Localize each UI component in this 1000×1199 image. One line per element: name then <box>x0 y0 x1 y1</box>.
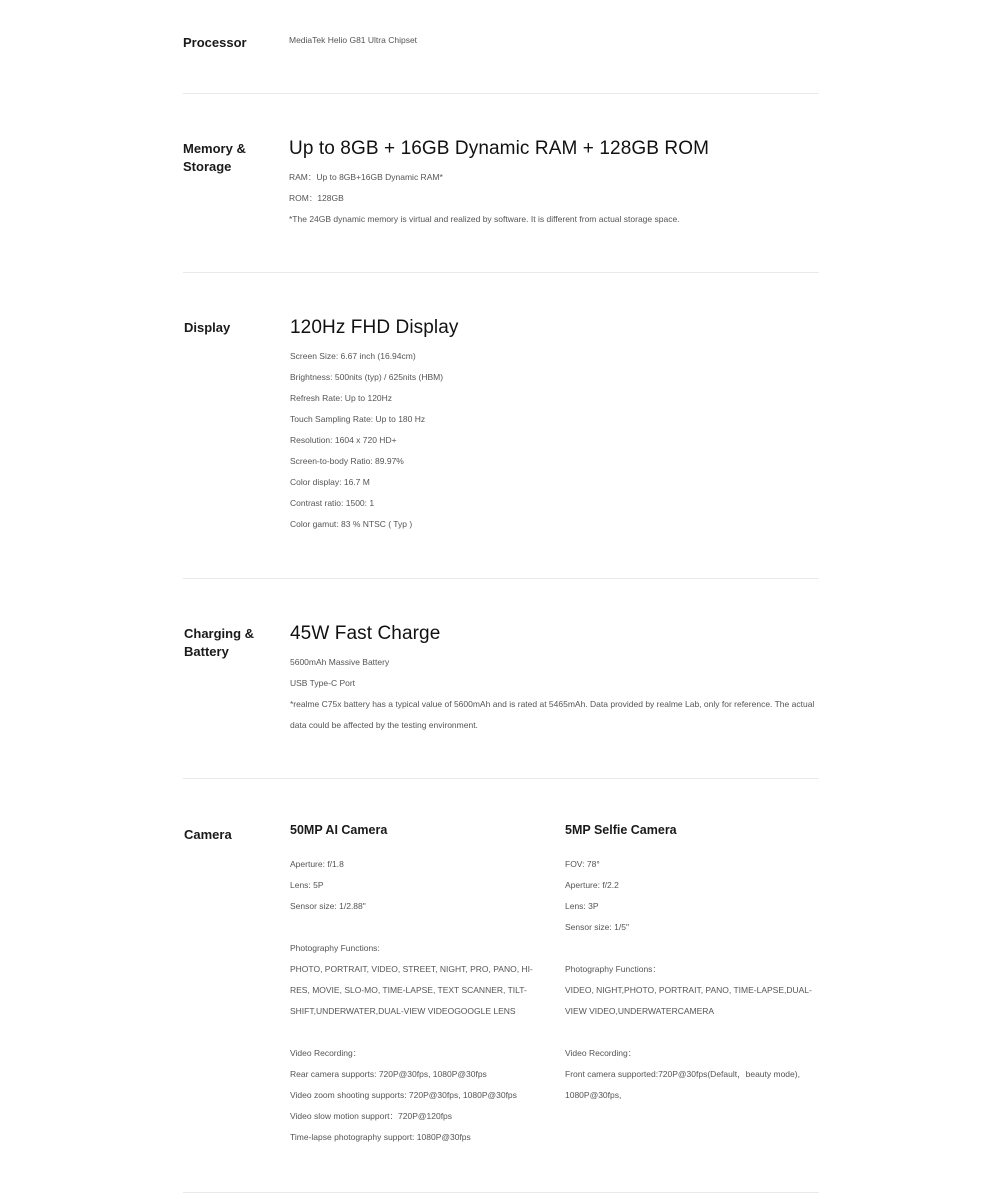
divider <box>183 93 819 94</box>
front-camera-spec: Sensor size: 1/5" <box>565 922 629 932</box>
front-video-spec: Front camera supported:720P@30fps(Default，beauty mode), 1080P@30fps, <box>565 1069 800 1100</box>
rear-camera-title: 50MP AI Camera <box>290 823 388 837</box>
charging-port: USB Type-C Port <box>290 678 356 688</box>
display-spec: Color gamut: 83 % NTSC ( Typ ) <box>290 519 413 529</box>
charging-label: Charging & Battery <box>184 626 255 659</box>
memory-section <box>183 138 819 238</box>
front-camera-spec: FOV: 78° <box>565 859 600 869</box>
processor-section <box>183 30 819 70</box>
display-spec: Refresh Rate: Up to 120Hz <box>290 393 393 403</box>
processor-label: Processor <box>183 35 247 50</box>
divider <box>183 272 819 273</box>
display-spec: Color display: 16.7 M <box>290 477 370 487</box>
display-section <box>184 317 820 547</box>
charging-note: *realme C75x battery has a typical value of 5600mAh and is rated at 5465mAh. Data provided by realme Lab, only for reference. The actual data could be affected by the testing environment. <box>290 699 815 730</box>
display-spec: Touch Sampling Rate: Up to 180 Hz <box>290 414 426 424</box>
rear-camera-spec: Sensor size: 1/2.88" <box>290 901 366 911</box>
rear-video-spec: Time-lapse photography support: 1080P@30fps <box>290 1132 471 1142</box>
front-photo-functions: VIDEO, NIGHT,PHOTO, PORTRAIT, PANO, TIME-LAPSE,DUAL-VIEW VIDEO,UNDERWATERCAMERA <box>565 985 812 1016</box>
rear-video-title: Video Recording： <box>290 1048 362 1058</box>
front-camera-column <box>565 822 815 1106</box>
front-photo-title: Photography Functions： <box>565 964 661 974</box>
rear-video-spec: Video zoom shooting supports: 720P@30fps, 1080P@30fps <box>290 1090 517 1100</box>
divider <box>183 1192 819 1193</box>
memory-ram: RAM：Up to 8GB+16GB Dynamic RAM* <box>289 172 443 182</box>
display-spec: Resolution: 1604 x 720 HD+ <box>290 435 397 445</box>
display-label: Display <box>184 320 231 335</box>
processor-value: MediaTek Helio G81 Ultra Chipset <box>289 35 418 45</box>
rear-camera-column <box>290 822 545 1148</box>
camera-label: Camera <box>184 827 232 842</box>
display-spec: Screen Size: 6.67 inch (16.94cm) <box>290 351 416 361</box>
front-camera-title: 5MP Selfie Camera <box>565 823 677 837</box>
charging-battery: 5600mAh Massive Battery <box>290 657 390 667</box>
front-video-title: Video Recording： <box>565 1048 637 1058</box>
rear-photo-functions: PHOTO, PORTRAIT, VIDEO, STREET, NIGHT, PRO, PANO, HI-RES, MOVIE, SLO-MO, TIME-LAPSE, TEXT SCANNER, TILT-SHIFT,UNDERWATER,DUAL-VIEW VIDEOGOOGLE LENS <box>290 964 533 1016</box>
display-headline: 120Hz FHD Display <box>290 317 459 338</box>
rear-photo-title: Photography Functions: <box>290 943 380 953</box>
memory-rom: ROM：128GB <box>289 193 344 203</box>
front-camera-spec: Lens: 3P <box>565 901 599 911</box>
front-camera-spec: Aperture: f/2.2 <box>565 880 619 890</box>
display-spec: Brightness: 500nits (typ) / 625nits (HBM) <box>290 372 444 382</box>
display-spec: Screen-to-body Ratio: 89.97% <box>290 456 404 466</box>
charging-headline: 45W Fast Charge <box>290 623 441 644</box>
memory-note: *The 24GB dynamic memory is virtual and realized by software. It is different from actual storage space. <box>289 214 680 224</box>
rear-video-spec: Video slow motion support：720P@120fps <box>290 1111 453 1121</box>
camera-section <box>184 822 819 1162</box>
memory-label: Memory & Storage <box>183 141 246 174</box>
divider <box>183 578 819 579</box>
rear-video-spec: Rear camera supports: 720P@30fps, 1080P@30fps <box>290 1069 487 1079</box>
divider <box>183 778 819 779</box>
display-spec: Contrast ratio: 1500: 1 <box>290 498 375 508</box>
rear-camera-spec: Lens: 5P <box>290 880 324 890</box>
charging-section <box>184 623 819 743</box>
memory-headline: Up to 8GB + 16GB Dynamic RAM + 128GB ROM <box>289 138 710 159</box>
rear-camera-spec: Aperture: f/1.8 <box>290 859 344 869</box>
